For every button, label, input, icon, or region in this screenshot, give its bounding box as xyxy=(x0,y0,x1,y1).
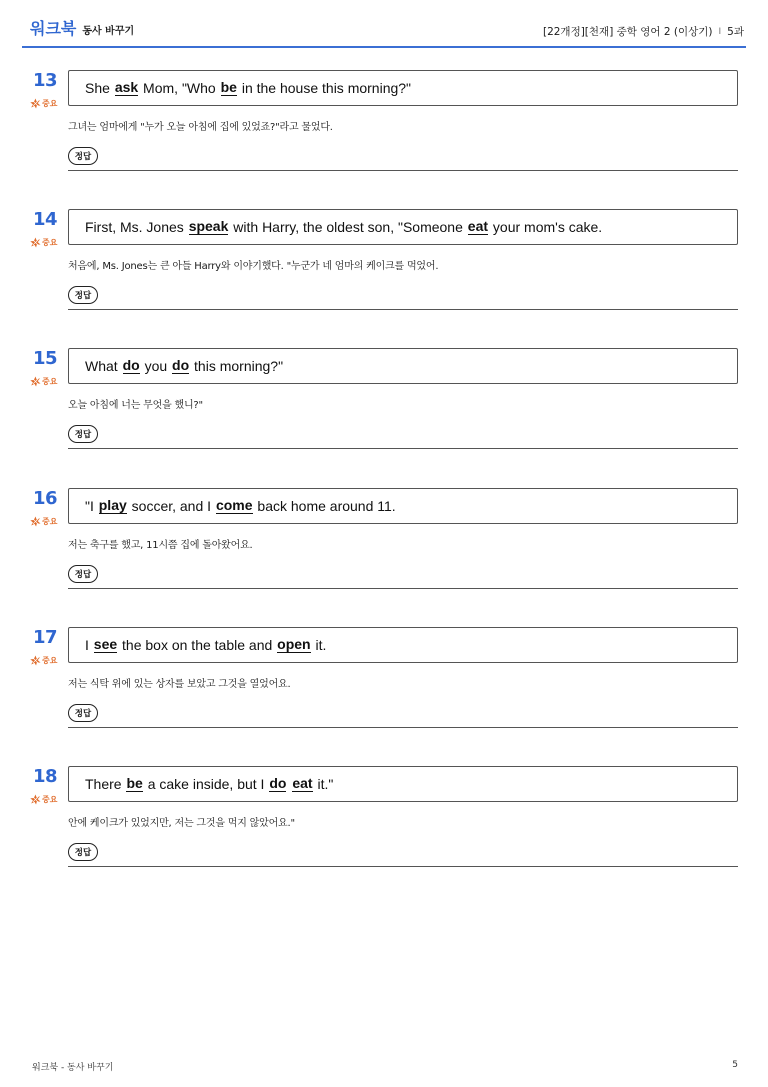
verb-blank[interactable]: ask xyxy=(114,79,139,95)
important-badge xyxy=(30,794,57,805)
brand-subtitle: 동사 바꾸기 xyxy=(82,26,135,37)
sentence-text: There xyxy=(85,776,126,792)
verb-blank[interactable]: be xyxy=(126,775,143,791)
important-label: 중요 xyxy=(42,517,58,526)
verb-blank[interactable]: do xyxy=(269,775,287,791)
course-info xyxy=(543,24,744,39)
sentence-text: soccer, and I xyxy=(127,498,215,514)
sentence-text: a cake inside, but I xyxy=(143,776,269,792)
answer-divider xyxy=(68,866,738,867)
verb-blank[interactable]: see xyxy=(93,636,118,652)
answer-divider xyxy=(68,309,738,310)
answer-divider xyxy=(68,727,738,728)
verb-blank[interactable]: come xyxy=(215,497,253,513)
verb-blank[interactable]: open xyxy=(277,636,311,652)
answer-divider xyxy=(68,448,738,449)
page-number: 5 xyxy=(732,1060,738,1070)
answer-button[interactable]: 정답 xyxy=(68,704,98,722)
answer-button[interactable]: 정답 xyxy=(68,843,98,861)
star-burst-icon xyxy=(30,655,41,666)
verb-blank[interactable]: be xyxy=(220,79,237,95)
sentence-text: back home around 11. xyxy=(253,498,396,514)
important-label: 중요 xyxy=(42,795,58,804)
korean-translation: 그녀는 엄마에게 "누가 오늘 아침에 집에 있었죠?"라고 물었다. xyxy=(68,122,333,133)
verb-blank[interactable]: eat xyxy=(292,775,313,791)
korean-translation: 저는 식탁 위에 있는 상자를 보았고 그것을 열었어요. xyxy=(68,679,291,690)
sentence-text: it." xyxy=(313,776,334,792)
sentence-box xyxy=(68,70,738,106)
answer-button[interactable]: 정답 xyxy=(68,425,98,443)
answer-button[interactable]: 정답 xyxy=(68,565,98,583)
sentence-text: the box on the table and xyxy=(118,637,277,653)
sentence-text: Mom, "Who xyxy=(139,80,220,96)
korean-translation: 저는 축구를 했고, 11시쯤 집에 돌아왔어요. xyxy=(68,540,253,551)
korean-translation: 안에 케이크가 있었지만, 저는 그것을 먹지 않았어요." xyxy=(68,818,295,829)
header-separator: I xyxy=(718,26,722,37)
sentence-text: in the house this morning?" xyxy=(237,80,412,96)
page-header xyxy=(22,20,746,48)
important-badge xyxy=(30,98,57,109)
important-badge xyxy=(30,655,57,666)
sentence-text: What xyxy=(85,358,122,374)
sentence-text: with Harry, the oldest son, "Someone xyxy=(229,219,467,235)
star-burst-icon xyxy=(30,516,41,527)
sentence-text: you xyxy=(140,358,172,374)
sentence-box xyxy=(68,348,738,384)
question-number: 13 xyxy=(32,70,58,91)
verb-blank[interactable]: speak xyxy=(188,218,229,234)
star-burst-icon xyxy=(30,237,41,248)
question-number: 14 xyxy=(32,209,58,230)
question-item xyxy=(0,627,768,767)
answer-button[interactable]: 정답 xyxy=(68,286,98,304)
important-badge xyxy=(30,237,57,248)
lesson-label: 5과 xyxy=(727,26,744,38)
question-item xyxy=(0,766,768,906)
question-item xyxy=(0,70,768,210)
question-number: 18 xyxy=(32,766,58,787)
question-item xyxy=(0,348,768,488)
sentence-text: "I xyxy=(85,498,98,514)
sentence-text xyxy=(287,776,291,792)
question-item xyxy=(0,488,768,628)
sentence-box xyxy=(68,209,738,245)
answer-divider xyxy=(68,588,738,589)
verb-blank[interactable]: do xyxy=(172,357,190,373)
question-item xyxy=(0,209,768,349)
answer-divider xyxy=(68,170,738,171)
brand xyxy=(30,16,134,39)
footer-title: 워크북 - 동사 바꾸기 xyxy=(32,1063,114,1073)
answer-button[interactable]: 정답 xyxy=(68,147,98,165)
star-burst-icon xyxy=(30,794,41,805)
sentence-text: this morning?" xyxy=(190,358,284,374)
sentence-text: She xyxy=(85,80,114,96)
important-label: 중요 xyxy=(42,99,58,108)
sentence-box xyxy=(68,627,738,663)
brand-title: 워크북 xyxy=(30,19,77,38)
important-label: 중요 xyxy=(42,238,58,247)
important-label: 중요 xyxy=(42,656,58,665)
question-number: 16 xyxy=(32,488,58,509)
important-badge xyxy=(30,376,57,387)
korean-translation: 오늘 아침에 너는 무엇을 했니?" xyxy=(68,400,203,411)
sentence-text: I xyxy=(85,637,93,653)
sentence-box xyxy=(68,766,738,802)
sentence-text: your mom's cake. xyxy=(489,219,603,235)
important-badge xyxy=(30,516,57,527)
important-label: 중요 xyxy=(42,377,58,386)
verb-blank[interactable]: eat xyxy=(467,218,489,234)
sentence-text: it. xyxy=(311,637,327,653)
question-number: 17 xyxy=(32,627,58,648)
korean-translation: 처음에, Ms. Jones는 큰 아들 Harry와 이야기했다. "누군가 네 엄마의 케이크를 먹었어. xyxy=(68,261,439,272)
course-title: [22개정][천재] 중학 영어 2 (이상기) xyxy=(542,26,713,38)
star-burst-icon xyxy=(30,98,41,109)
star-burst-icon xyxy=(30,376,41,387)
sentence-box xyxy=(68,488,738,524)
verb-blank[interactable]: do xyxy=(122,357,140,373)
verb-blank[interactable]: play xyxy=(98,497,127,513)
sentence-text: First, Ms. Jones xyxy=(85,219,188,235)
question-number: 15 xyxy=(32,348,58,369)
